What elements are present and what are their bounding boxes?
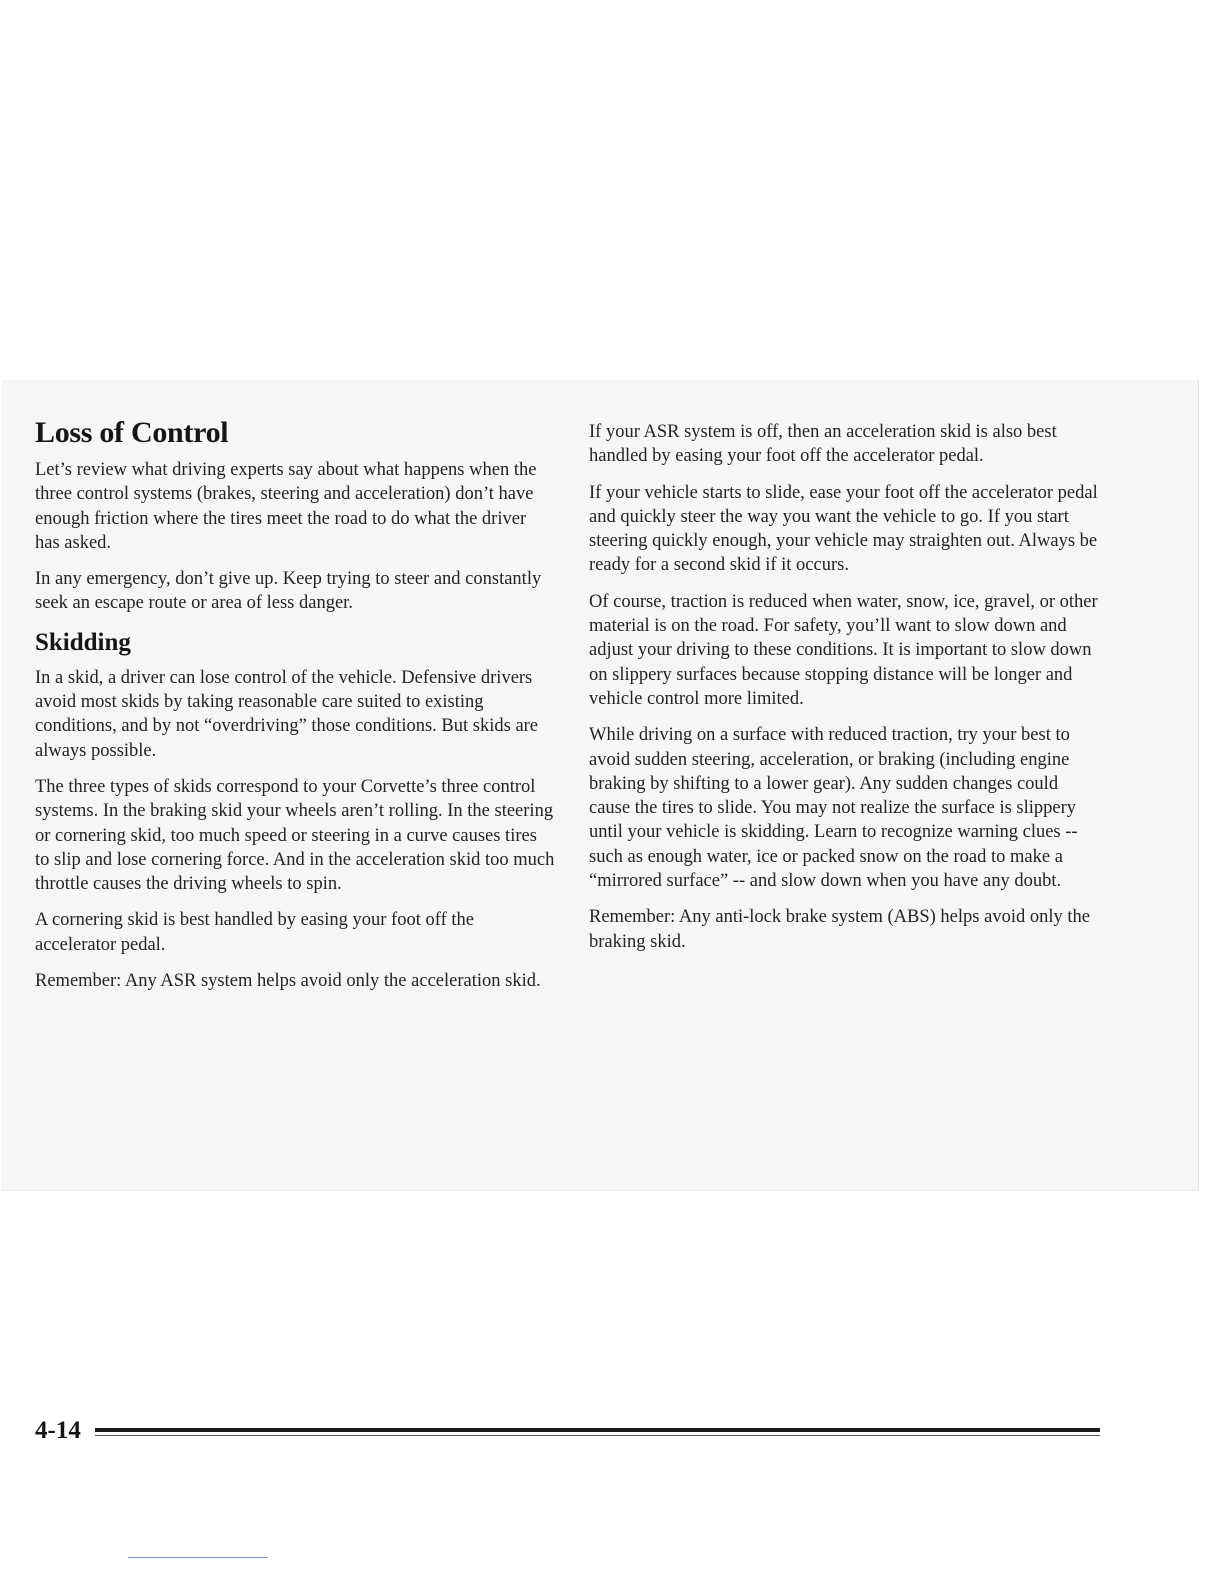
body-paragraph: The three types of skids correspond to your Corvette’s three control systems. In the braking skid your wheels aren’t rolling. In the steering or cornering skid, too much speed or steering in a curve causes tires to slip and lose cornering force. And in the acceleration skid too much throttle causes the driving wheels to spin. <box>35 776 555 895</box>
page-number: 4-14 <box>35 1417 81 1444</box>
body-paragraph: If your vehicle starts to slide, ease your foot off the accelerator pedal and quickly steer the way you want the vehicle to go. If you start steering quickly enough, your vehicle may straighten out. Always be ready for a second skid if it occurs. <box>589 482 1098 576</box>
subsection-heading-skidding: Skidding <box>35 628 131 656</box>
manual-page <box>2 380 1199 1444</box>
footer-rule-thin <box>95 1435 1100 1436</box>
bottom-divider <box>128 1557 268 1558</box>
body-paragraph: Of course, traction is reduced when water, snow, ice, gravel, or other material is on the road. For safety, you’ll want to slow down and adjust your driving to these conditions. It is important to slow down on slippery surfaces because stopping distance will be longer and vehicle control more limited. <box>589 591 1098 709</box>
body-paragraph: While driving on a surface with reduced traction, try your best to avoid sudden steering, acceleration, or braking (including engine braking by shifting to a lower gear). Any sudden changes could cause the tires to slide. You may not realize the surface is slippery until your vehicle is skidding. Learn to recognize warning clues -- such as enough water, ice or packed snow on the road to make a “mirrored surface” -- and slow down when you have any doubt. <box>589 725 1078 892</box>
body-paragraph: If your ASR system is off, then an acceleration skid is also best handled by easing your foot off the accelerator pedal. <box>589 422 1057 467</box>
body-paragraph: Remember: Any anti-lock brake system (ABS) helps avoid only the braking skid. <box>589 907 1090 952</box>
right-column <box>589 420 1099 966</box>
body-paragraph: Let’s review what driving experts say about what happens when the three control systems (brakes, steering and acceleration) don’t have enough friction where the tires meet the road to do what the driver has asked. <box>35 460 537 553</box>
body-paragraph: In any emergency, don’t give up. Keep trying to steer and constantly seek an escape route or area of less danger. <box>35 569 542 614</box>
body-paragraph: Remember: Any ASR system helps avoid only the acceleration skid. <box>35 971 541 992</box>
body-paragraph: A cornering skid is best handled by easing your foot off the accelerator pedal. <box>35 910 474 955</box>
body-paragraph: In a skid, a driver can lose control of the vehicle. Defensive drivers avoid most skids by taking reasonable care suited to existing conditions, and by not “overdriving” those conditions. But skids are always possible. <box>35 667 539 761</box>
left-column <box>35 416 555 1005</box>
footer-rule-thick <box>95 1428 1100 1432</box>
section-heading-loss-of-control: Loss of Control <box>35 416 229 449</box>
page-footer <box>35 1416 1100 1446</box>
